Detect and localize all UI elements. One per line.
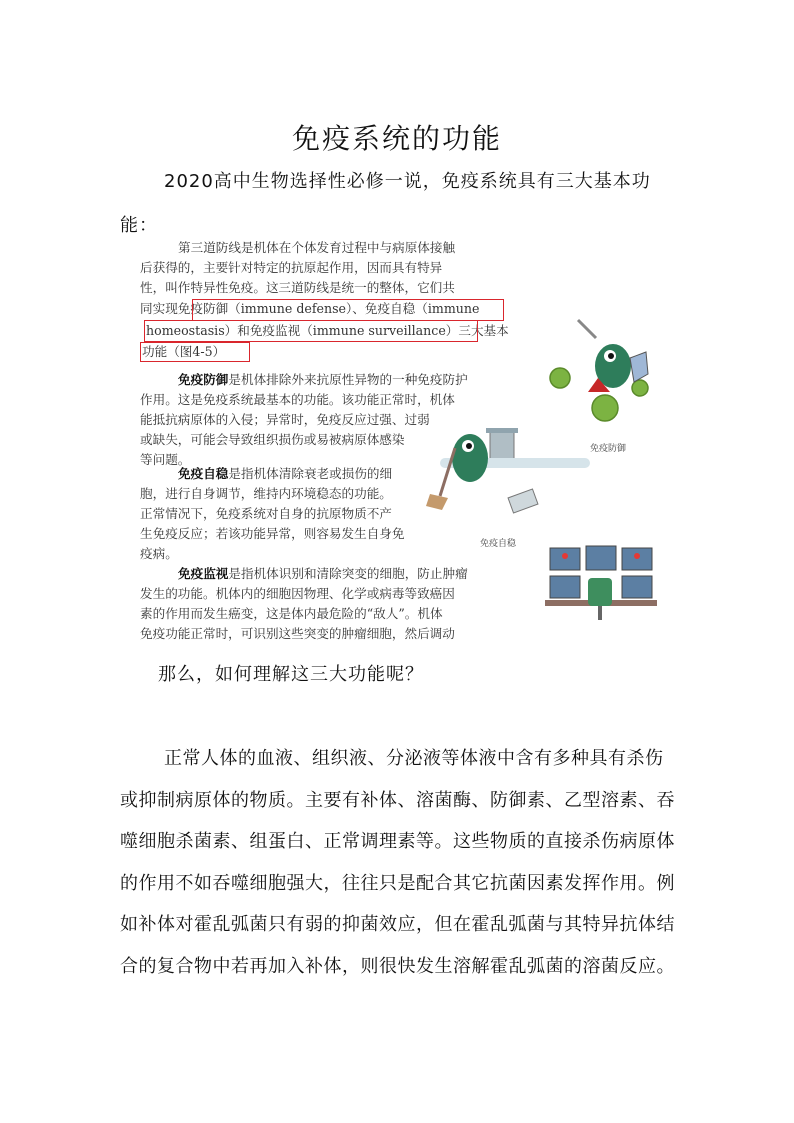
excerpt-line: 生免疫反应；若该功能异常，则容易发生自身免 (140, 526, 405, 541)
surveillance-monitors-icon (545, 546, 657, 620)
surveillance-heading: 免疫监视 (178, 566, 229, 581)
excerpt-line: homeostasis）和免疫监视（immune surveillance）三大基本 (146, 323, 509, 338)
textbook-excerpt (140, 238, 660, 643)
excerpt-line: 能抵抗病原体的入侵；异常时，免疫反应过强、过弱 (140, 412, 430, 427)
body-paragraph: 正常人体的血液、组织液、分泌液等体液中含有多种具有杀伤或抑制病原体的物质。主要有补体、溶菌酶、防御素、乙型溶素、吞噬细胞杀菌素、组蛋白、正常调理素等。这些物质的直接杀伤病原体的作用不如吞噬细胞强大，往往只是配合其它抗菌因素发挥作用。例如补体对霍乱弧菌只有弱的抑菌效应，但在霍乱弧菌与其特异抗体结合的复合物中若再加入补体，则很快发生溶解霍乱弧菌的溶菌反应。 (120, 748, 675, 977)
defense-paragraph: 免疫防御是机体排除外来抗原性异物的一种免疫防护 (178, 372, 468, 387)
excerpt-line: 免疫功能正常时，可识别这些突变的肿瘤细胞，然后调动 (140, 626, 455, 641)
excerpt-line: 性，叫作特异性免疫。这三道防线是统一的整体，它们共 (140, 280, 455, 295)
excerpt-line: 后获得的，主要针对特定的抗原起作用，因而具有特异 (140, 260, 443, 275)
excerpt-line: 或缺失，可能会导致组织损伤或易被病原体感染 (140, 432, 405, 447)
excerpt-line: 同实现免疫防御（immune defense）、免疫自稳（immune (140, 301, 480, 316)
excerpt-line: 功能（图4-5） (142, 344, 226, 359)
homeostasis-cell-icon (426, 434, 538, 513)
excerpt-line: 第三道防线是机体在个体发育过程中与病原体接触 (178, 240, 456, 255)
highlight-box (140, 342, 250, 362)
intro-paragraph: 2020高中生物选择性必修一说，免疫系统具有三大基本功能： (120, 171, 651, 236)
excerpt-line: 素的作用而发生癌变，这是体内最危险的“敌人”。机体 (140, 606, 443, 621)
excerpt-line: 疫病。 (140, 546, 178, 561)
page-title: 免疫系统的功能 (291, 121, 502, 155)
excerpt-line: 作用。这是免疫系统最基本的功能。该功能正常时，机体 (140, 392, 455, 407)
question-line: 那么，如何理解这三大功能呢？ (158, 664, 424, 685)
defense-heading: 免疫防御 (178, 372, 229, 387)
excerpt-line: 等问题。 (140, 452, 191, 467)
excerpt-line: 胞，进行自身调节，维持内环境稳态的功能。 (140, 486, 392, 501)
excerpt-line: 正常情况下，免疫系统对自身的抗原物质不产 (140, 506, 392, 521)
excerpt-line: 发生的功能。机体内的细胞因物理、化学或病毒等致癌因 (140, 586, 455, 601)
label-homeostasis: 免疫自稳 (480, 539, 517, 549)
immune-illustration (400, 238, 660, 628)
surveillance-paragraph: 免疫监视是指机体识别和清除突变的细胞，防止肿瘤 (178, 566, 468, 581)
label-defense: 免疫防御 (590, 444, 627, 454)
homeostasis-paragraph: 免疫自稳是指机体清除衰老或损伤的细 (178, 466, 393, 481)
homeostasis-heading: 免疫自稳 (178, 466, 229, 481)
